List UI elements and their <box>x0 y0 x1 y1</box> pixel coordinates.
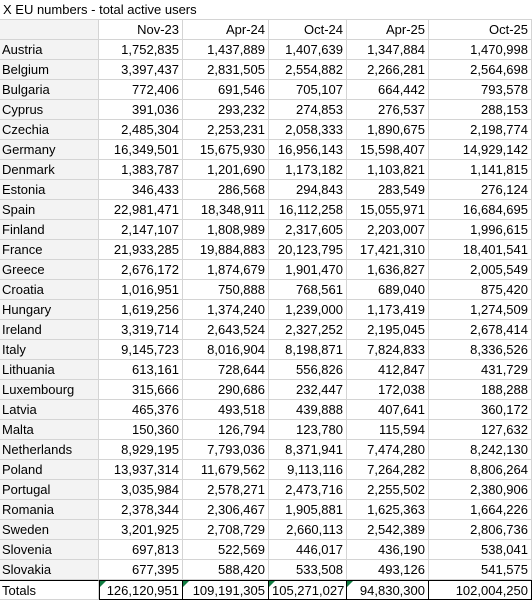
total-cell[interactable] <box>429 580 532 600</box>
value-cell[interactable]: 276,124 <box>429 180 532 200</box>
value-cell[interactable]: 2,058,333 <box>269 120 347 140</box>
total-value: 109,191,305 <box>192 583 265 598</box>
row-label-cell[interactable]: Germany <box>0 140 99 160</box>
value-cell[interactable]: 15,675,930 <box>183 140 269 160</box>
value-cell[interactable]: 288,153 <box>429 100 532 120</box>
value-cell[interactable]: 17,421,310 <box>347 240 429 260</box>
value-cell[interactable]: 1,901,470 <box>269 260 347 280</box>
value-cell[interactable]: 493,126 <box>347 560 429 580</box>
value-cell[interactable]: 436,190 <box>347 540 429 560</box>
value-cell[interactable]: 8,336,526 <box>429 340 532 360</box>
value-cell[interactable]: 1,874,679 <box>183 260 269 280</box>
formula-flag-icon <box>347 581 353 587</box>
value-cell[interactable]: 2,708,729 <box>183 520 269 540</box>
value-cell[interactable]: 7,264,282 <box>347 460 429 480</box>
value-cell[interactable]: 1,347,884 <box>347 40 429 60</box>
row-label-cell[interactable]: Poland <box>0 460 99 480</box>
total-cell[interactable] <box>269 580 347 600</box>
value-cell[interactable]: 412,847 <box>347 360 429 380</box>
value-cell[interactable]: 2,806,736 <box>429 520 532 540</box>
value-cell[interactable]: 1,374,240 <box>183 300 269 320</box>
value-cell[interactable]: 276,537 <box>347 100 429 120</box>
value-cell[interactable]: 705,107 <box>269 80 347 100</box>
value-cell[interactable]: 1,239,000 <box>269 300 347 320</box>
value-cell[interactable]: 2,327,252 <box>269 320 347 340</box>
total-cell[interactable] <box>183 580 269 600</box>
value-cell[interactable]: 1,905,881 <box>269 500 347 520</box>
value-cell[interactable]: 2,554,882 <box>269 60 347 80</box>
value-cell[interactable]: 8,198,871 <box>269 340 347 360</box>
formula-flag-icon <box>183 581 189 587</box>
value-cell[interactable]: 16,349,501 <box>99 140 183 160</box>
column-header[interactable]: Oct-24 <box>269 20 347 40</box>
value-cell[interactable]: 18,401,541 <box>429 240 532 260</box>
value-cell[interactable]: 1,173,419 <box>347 300 429 320</box>
value-cell[interactable]: 2,831,505 <box>183 60 269 80</box>
value-cell[interactable]: 691,546 <box>183 80 269 100</box>
value-cell[interactable]: 360,172 <box>429 400 532 420</box>
total-value: 126,120,951 <box>106 583 179 598</box>
value-cell[interactable]: 2,564,698 <box>429 60 532 80</box>
value-cell[interactable]: 1,437,889 <box>183 40 269 60</box>
row-label-cell[interactable]: Bulgaria <box>0 80 99 100</box>
value-cell[interactable]: 1,619,256 <box>99 300 183 320</box>
value-cell[interactable]: 431,729 <box>429 360 532 380</box>
value-cell[interactable]: 2,660,113 <box>269 520 347 540</box>
value-cell[interactable]: 3,201,925 <box>99 520 183 540</box>
value-cell[interactable]: 293,232 <box>183 100 269 120</box>
value-cell[interactable]: 8,806,264 <box>429 460 532 480</box>
row-label-cell[interactable]: Finland <box>0 220 99 240</box>
total-cell[interactable] <box>99 580 183 600</box>
value-cell[interactable]: 689,040 <box>347 280 429 300</box>
value-cell[interactable]: 556,826 <box>269 360 347 380</box>
total-value: 102,004,250 <box>455 583 528 598</box>
value-cell[interactable]: 588,420 <box>183 560 269 580</box>
value-cell[interactable]: 123,780 <box>269 420 347 440</box>
value-cell[interactable]: 286,568 <box>183 180 269 200</box>
value-cell[interactable]: 22,981,471 <box>99 200 183 220</box>
value-cell[interactable]: 8,242,130 <box>429 440 532 460</box>
formula-flag-icon <box>269 581 275 587</box>
total-value: 105,271,027 <box>272 583 345 598</box>
row-label-cell[interactable]: Czechia <box>0 120 99 140</box>
value-cell[interactable]: 1,016,951 <box>99 280 183 300</box>
value-cell[interactable]: 7,824,833 <box>347 340 429 360</box>
value-cell[interactable]: 3,319,714 <box>99 320 183 340</box>
value-cell[interactable]: 1,201,690 <box>183 160 269 180</box>
value-cell[interactable]: 439,888 <box>269 400 347 420</box>
value-cell[interactable]: 232,447 <box>269 380 347 400</box>
value-cell[interactable]: 15,598,407 <box>347 140 429 160</box>
value-cell[interactable]: 283,549 <box>347 180 429 200</box>
value-cell[interactable]: 2,195,045 <box>347 320 429 340</box>
value-cell[interactable]: 3,397,437 <box>99 60 183 80</box>
value-cell[interactable]: 522,569 <box>183 540 269 560</box>
value-cell[interactable]: 1,996,615 <box>429 220 532 240</box>
value-cell[interactable]: 9,145,723 <box>99 340 183 360</box>
row-label-cell[interactable]: Spain <box>0 200 99 220</box>
value-cell[interactable]: 407,641 <box>347 400 429 420</box>
value-cell[interactable]: 1,808,989 <box>183 220 269 240</box>
value-cell[interactable]: 315,666 <box>99 380 183 400</box>
value-cell[interactable]: 391,036 <box>99 100 183 120</box>
value-cell[interactable]: 1,752,835 <box>99 40 183 60</box>
value-cell[interactable]: 2,255,502 <box>347 480 429 500</box>
value-cell[interactable]: 7,793,036 <box>183 440 269 460</box>
row-label-cell[interactable]: Estonia <box>0 180 99 200</box>
row-label-cell[interactable]: France <box>0 240 99 260</box>
sheet-title: X EU numbers - total active users <box>3 2 197 17</box>
row-label-cell[interactable]: Slovakia <box>0 560 99 580</box>
row-label-cell[interactable]: Sweden <box>0 520 99 540</box>
value-cell[interactable]: 2,676,172 <box>99 260 183 280</box>
value-cell[interactable]: 728,644 <box>183 360 269 380</box>
value-cell[interactable]: 15,055,971 <box>347 200 429 220</box>
total-value: 94,830,300 <box>359 583 425 598</box>
value-cell[interactable]: 126,794 <box>183 420 269 440</box>
row-label-cell[interactable]: Hungary <box>0 300 99 320</box>
column-header[interactable]: Apr-24 <box>183 20 269 40</box>
value-cell[interactable]: 1,274,509 <box>429 300 532 320</box>
value-cell[interactable]: 18,348,911 <box>183 200 269 220</box>
value-cell[interactable]: 8,016,904 <box>183 340 269 360</box>
value-cell[interactable]: 2,253,231 <box>183 120 269 140</box>
value-cell[interactable]: 1,664,226 <box>429 500 532 520</box>
value-cell[interactable]: 16,112,258 <box>269 200 347 220</box>
row-label-cell[interactable]: Portugal <box>0 480 99 500</box>
value-cell[interactable]: 2,378,344 <box>99 500 183 520</box>
column-header[interactable]: Apr-25 <box>347 20 429 40</box>
value-cell[interactable]: 2,005,549 <box>429 260 532 280</box>
row-label-cell[interactable]: Greece <box>0 260 99 280</box>
value-cell[interactable]: 16,684,695 <box>429 200 532 220</box>
value-cell[interactable]: 172,038 <box>347 380 429 400</box>
value-cell[interactable]: 2,473,716 <box>269 480 347 500</box>
value-cell[interactable]: 346,433 <box>99 180 183 200</box>
row-label-cell[interactable]: Italy <box>0 340 99 360</box>
value-cell[interactable]: 677,395 <box>99 560 183 580</box>
value-cell[interactable]: 14,929,142 <box>429 140 532 160</box>
total-cell[interactable] <box>347 580 429 600</box>
value-cell[interactable]: 875,420 <box>429 280 532 300</box>
value-cell[interactable]: 2,643,524 <box>183 320 269 340</box>
value-cell[interactable]: 2,380,906 <box>429 480 532 500</box>
value-cell[interactable]: 541,575 <box>429 560 532 580</box>
value-cell[interactable]: 9,113,116 <box>269 460 347 480</box>
row-label-cell[interactable]: Slovenia <box>0 540 99 560</box>
value-cell[interactable]: 750,888 <box>183 280 269 300</box>
value-cell[interactable]: 1,470,998 <box>429 40 532 60</box>
row-label-cell[interactable]: Croatia <box>0 280 99 300</box>
value-cell[interactable]: 1,407,639 <box>269 40 347 60</box>
row-label-cell[interactable]: Luxembourg <box>0 380 99 400</box>
value-cell[interactable]: 274,853 <box>269 100 347 120</box>
value-cell[interactable]: 493,518 <box>183 400 269 420</box>
value-cell[interactable]: 290,686 <box>183 380 269 400</box>
value-cell[interactable]: 1,636,827 <box>347 260 429 280</box>
row-label-cell[interactable]: Malta <box>0 420 99 440</box>
row-label-cell[interactable]: Belgium <box>0 60 99 80</box>
value-cell[interactable]: 1,141,815 <box>429 160 532 180</box>
value-cell[interactable]: 768,561 <box>269 280 347 300</box>
row-label-cell[interactable]: Ireland <box>0 320 99 340</box>
row-label-cell[interactable]: Netherlands <box>0 440 99 460</box>
value-cell[interactable]: 2,198,774 <box>429 120 532 140</box>
header-corner-cell[interactable] <box>0 20 99 40</box>
value-cell[interactable]: 21,933,285 <box>99 240 183 260</box>
value-cell[interactable]: 1,173,182 <box>269 160 347 180</box>
value-cell[interactable]: 7,474,280 <box>347 440 429 460</box>
value-cell[interactable]: 2,266,281 <box>347 60 429 80</box>
value-cell[interactable]: 8,371,941 <box>269 440 347 460</box>
totals-label-cell[interactable]: Totals <box>0 580 99 600</box>
value-cell[interactable]: 115,594 <box>347 420 429 440</box>
value-cell[interactable]: 2,485,304 <box>99 120 183 140</box>
value-cell[interactable]: 465,376 <box>99 400 183 420</box>
value-cell[interactable]: 538,041 <box>429 540 532 560</box>
value-cell[interactable]: 8,929,195 <box>99 440 183 460</box>
value-cell[interactable]: 2,306,467 <box>183 500 269 520</box>
value-cell[interactable]: 3,035,984 <box>99 480 183 500</box>
row-label-cell[interactable]: Lithuania <box>0 360 99 380</box>
value-cell[interactable]: 2,203,007 <box>347 220 429 240</box>
value-cell[interactable]: 127,632 <box>429 420 532 440</box>
value-cell[interactable]: 697,813 <box>99 540 183 560</box>
value-cell[interactable]: 11,679,562 <box>183 460 269 480</box>
row-label-cell[interactable]: Denmark <box>0 160 99 180</box>
row-label-cell[interactable]: Austria <box>0 40 99 60</box>
value-cell[interactable]: 20,123,795 <box>269 240 347 260</box>
value-cell[interactable]: 16,956,143 <box>269 140 347 160</box>
value-cell[interactable]: 1,103,821 <box>347 160 429 180</box>
value-cell[interactable]: 664,442 <box>347 80 429 100</box>
value-cell[interactable]: 13,937,314 <box>99 460 183 480</box>
value-cell[interactable]: 2,147,107 <box>99 220 183 240</box>
column-header[interactable]: Nov-23 <box>99 20 183 40</box>
value-cell[interactable]: 2,678,414 <box>429 320 532 340</box>
value-cell[interactable]: 2,542,389 <box>347 520 429 540</box>
row-label-cell[interactable]: Cyprus <box>0 100 99 120</box>
value-cell[interactable]: 793,578 <box>429 80 532 100</box>
row-label-cell[interactable]: Latvia <box>0 400 99 420</box>
value-cell[interactable]: 150,360 <box>99 420 183 440</box>
value-cell[interactable]: 19,884,883 <box>183 240 269 260</box>
value-cell[interactable]: 1,383,787 <box>99 160 183 180</box>
sheet-title-cell[interactable] <box>0 0 532 20</box>
value-cell[interactable]: 533,508 <box>269 560 347 580</box>
column-header[interactable]: Oct-25 <box>429 20 532 40</box>
formula-flag-icon <box>100 581 106 587</box>
row-label-cell[interactable]: Romania <box>0 500 99 520</box>
value-cell[interactable]: 1,890,675 <box>347 120 429 140</box>
value-cell[interactable]: 294,843 <box>269 180 347 200</box>
value-cell[interactable]: 772,406 <box>99 80 183 100</box>
value-cell[interactable]: 446,017 <box>269 540 347 560</box>
value-cell[interactable]: 188,288 <box>429 380 532 400</box>
value-cell[interactable]: 1,625,363 <box>347 500 429 520</box>
value-cell[interactable]: 2,578,271 <box>183 480 269 500</box>
value-cell[interactable]: 2,317,605 <box>269 220 347 240</box>
value-cell[interactable]: 613,161 <box>99 360 183 380</box>
